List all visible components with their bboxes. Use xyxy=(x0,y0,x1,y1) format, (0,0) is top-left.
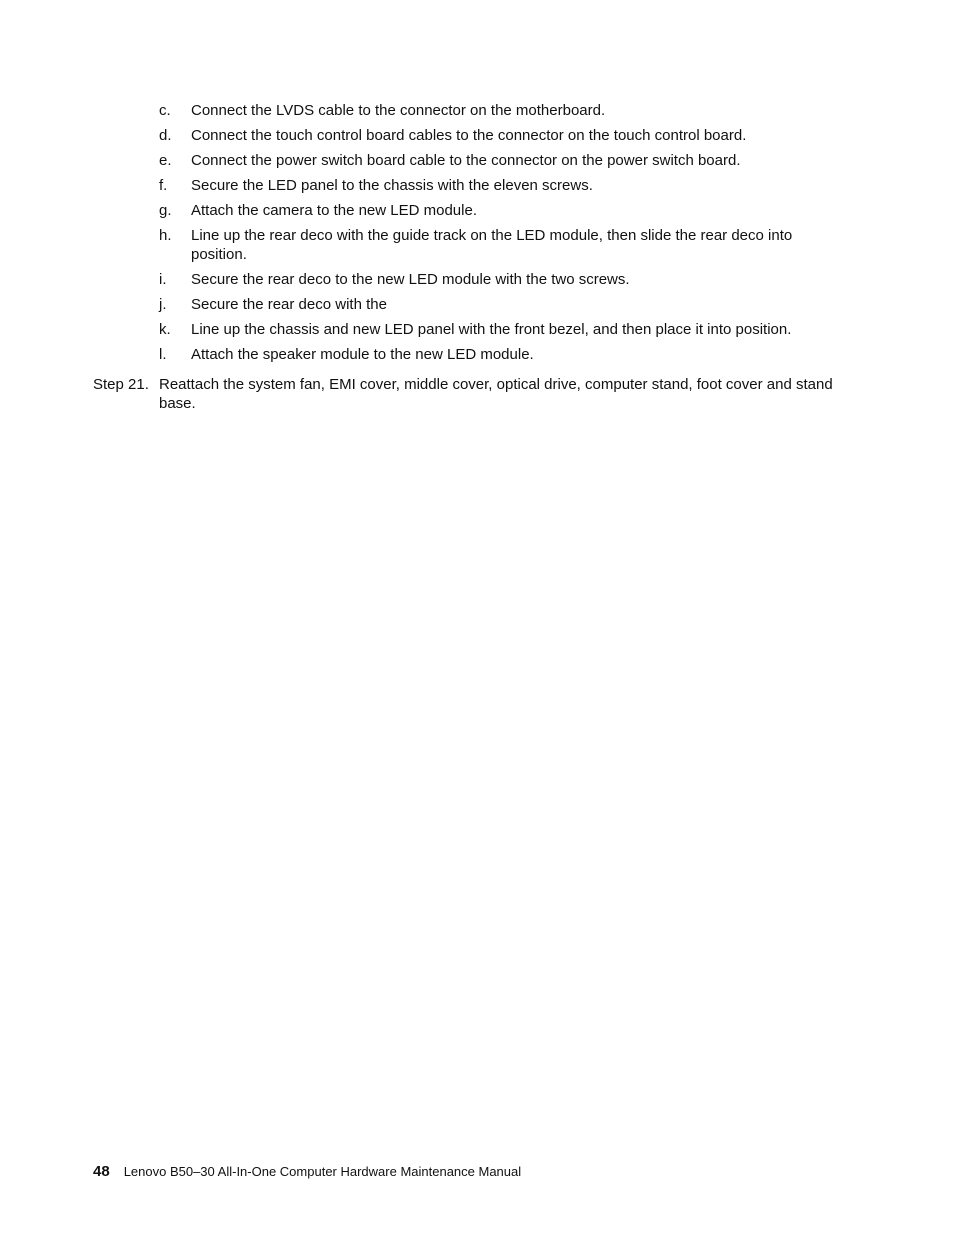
substep-text: Attach the camera to the new LED module. xyxy=(191,202,477,219)
substep-text: Attach the speaker module to the new LED module. xyxy=(191,346,534,363)
substep-text: Connect the LVDS cable to the connector on the motherboard. xyxy=(191,102,606,119)
substep-marker: j. xyxy=(159,296,167,313)
substep-text: Line up the chassis and new LED panel with the front bezel, and then place it into position. xyxy=(191,321,792,338)
substep-marker: c. xyxy=(159,102,171,119)
substep-i xyxy=(159,270,839,289)
substep-marker: e. xyxy=(159,152,172,169)
page-number: 48 xyxy=(93,1163,110,1180)
step-21 xyxy=(93,375,839,413)
substep-marker: l. xyxy=(159,346,167,363)
substep-k xyxy=(159,320,839,339)
substep-text: Line up the rear deco with the guide track on the LED module, then slide the rear deco into position. xyxy=(191,227,793,263)
substep-text: Connect the power switch board cable to the connector on the power switch board. xyxy=(191,152,741,169)
substep-text: Secure the rear deco with the xyxy=(191,296,387,313)
substep-marker: g. xyxy=(159,202,172,219)
manual-title: Lenovo B50–30 All-In-One Computer Hardware Maintenance Manual xyxy=(123,1164,522,1179)
substep-e xyxy=(159,151,839,170)
substep-text: Secure the rear deco to the new LED module with the two screws. xyxy=(191,271,630,288)
substep-c xyxy=(159,101,839,120)
substep-f xyxy=(159,176,839,195)
substep-marker: h. xyxy=(159,227,172,244)
substep-h xyxy=(159,226,839,264)
substep-marker: f. xyxy=(159,177,168,194)
substep-marker: i. xyxy=(159,271,167,288)
substep-marker: k. xyxy=(159,321,171,338)
step-label: Step 21. xyxy=(93,376,149,393)
substep-l xyxy=(159,345,839,364)
substep-text: Connect the touch control board cables to the connector on the touch control board. xyxy=(191,127,747,144)
substep-marker: d. xyxy=(159,127,172,144)
substep-list xyxy=(159,101,839,370)
step-text: Reattach the system fan, EMI cover, middle cover, optical drive, computer stand, foot cover and stand base. xyxy=(159,376,833,412)
page-footer xyxy=(93,1162,521,1182)
substep-text: Secure the LED panel to the chassis with the eleven screws. xyxy=(191,177,593,194)
substep-d xyxy=(159,126,839,145)
substep-g xyxy=(159,201,839,220)
substep-j xyxy=(159,295,839,314)
